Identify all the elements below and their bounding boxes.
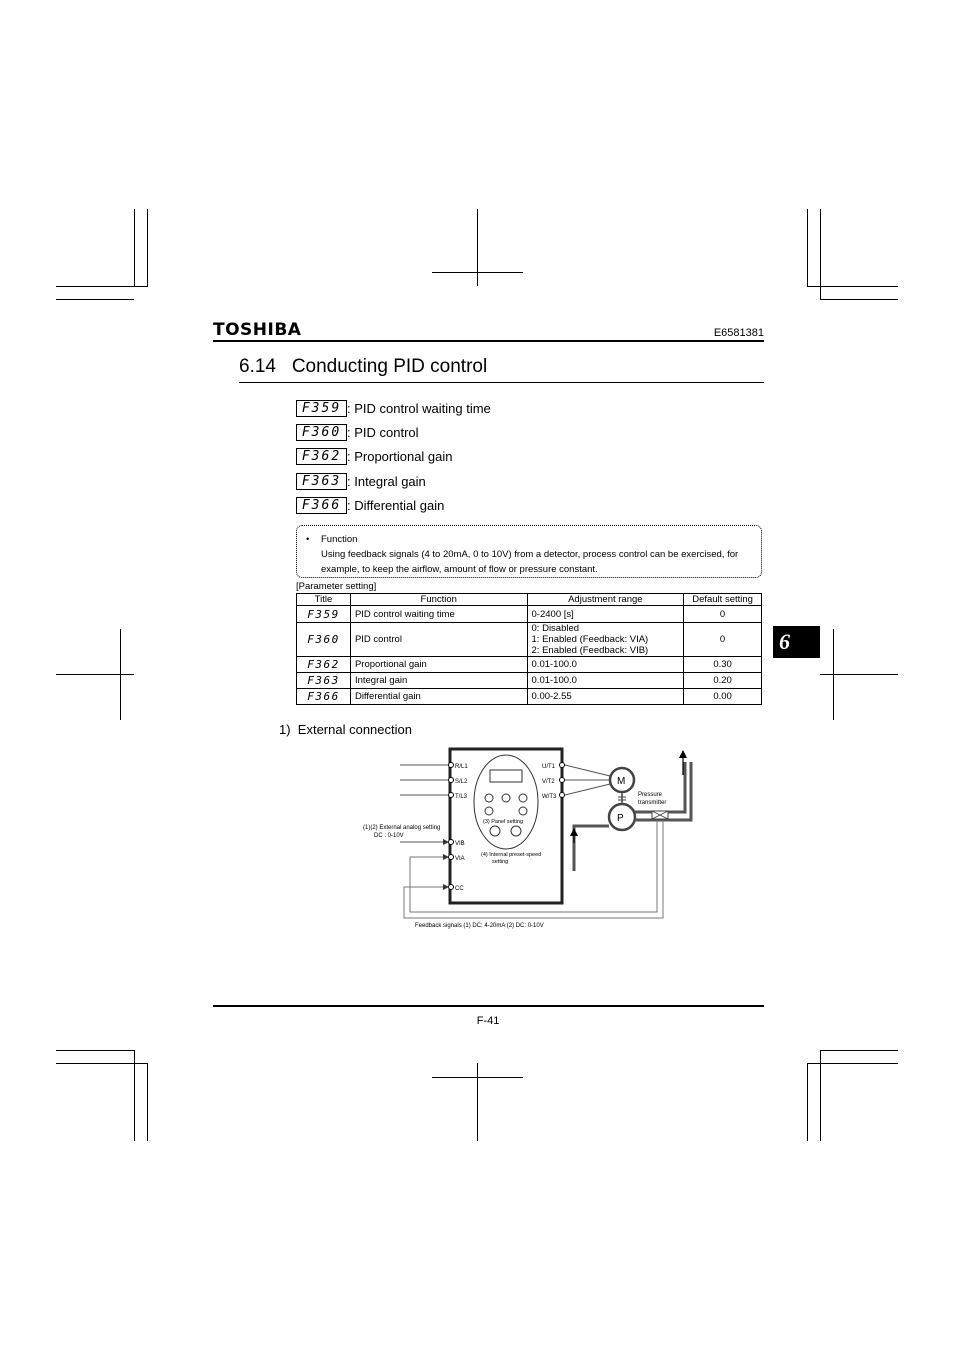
terminal-icon bbox=[449, 840, 454, 845]
column-header: Adjustment range bbox=[527, 594, 684, 606]
function-heading: Function bbox=[321, 534, 358, 545]
terminal-icon bbox=[449, 793, 454, 798]
function-cell: Differential gain bbox=[350, 689, 527, 705]
motor-wire bbox=[565, 784, 610, 795]
parameter-label: : Integral gain bbox=[347, 473, 426, 489]
terminal-label: VIA bbox=[455, 856, 465, 862]
footer-rule bbox=[213, 1005, 764, 1007]
function-cell: PID control waiting time bbox=[350, 606, 527, 623]
column-header: Title bbox=[297, 594, 351, 606]
range-cell: 0.00-2.55 bbox=[527, 689, 684, 705]
default-cell: 0.20 bbox=[684, 673, 762, 689]
panel-key bbox=[490, 826, 500, 836]
analog-setting-label: DC : 0-10V bbox=[374, 833, 404, 839]
pipe bbox=[580, 832, 609, 871]
brand-logo: TOSHIBA bbox=[213, 320, 302, 340]
parameter-label: : PID control waiting time bbox=[347, 400, 491, 416]
terminal-label: VIB bbox=[455, 841, 465, 847]
panel-key bbox=[519, 807, 527, 815]
parameter-code: F360 bbox=[296, 424, 347, 441]
terminal-label: R/L1 bbox=[455, 764, 468, 770]
panel-display bbox=[490, 770, 522, 782]
default-cell: 0.30 bbox=[684, 657, 762, 673]
motor-label: M bbox=[617, 776, 626, 787]
pipe bbox=[574, 826, 609, 871]
terminal-icon bbox=[449, 778, 454, 783]
range-cell: 0.01-100.0 bbox=[527, 673, 684, 689]
motor-wire bbox=[565, 765, 610, 776]
range-cell: 0.01-100.0 bbox=[527, 657, 684, 673]
section-title: 6.14 Conducting PID control bbox=[239, 356, 488, 377]
preset-speed-label: (4) Internal preset-speed bbox=[481, 852, 542, 858]
panel-setting-label: (3) Panel setting bbox=[483, 819, 524, 825]
panel-key bbox=[485, 807, 493, 815]
title-cell: F363 bbox=[297, 673, 351, 689]
analog-setting-label: (1)(2) External analog setting bbox=[363, 825, 441, 831]
function-text: Using feedback signals (4 to 20mA, 0 to 10V) from a detector, process control can be exercised, for example, to keep the airflow, amount of flow or pressure constant. bbox=[321, 549, 739, 575]
title-cell: F359 bbox=[297, 606, 351, 623]
terminal-icon bbox=[560, 763, 565, 768]
panel-key bbox=[485, 794, 493, 802]
panel-key bbox=[519, 794, 527, 802]
parameter-code: F366 bbox=[296, 497, 347, 514]
title-cell: F362 bbox=[297, 657, 351, 673]
external-connection-heading: 1) External connection bbox=[279, 722, 412, 737]
title-cell: F366 bbox=[297, 689, 351, 705]
parameter-code: F359 bbox=[296, 400, 347, 417]
column-header: Default setting bbox=[684, 594, 762, 606]
panel-key bbox=[502, 794, 510, 802]
panel-key bbox=[511, 826, 521, 836]
terminal-icon bbox=[449, 885, 454, 890]
terminal-label: CC bbox=[455, 886, 464, 892]
terminal-label: V/T2 bbox=[542, 779, 555, 785]
document-number: E6581381 bbox=[713, 327, 764, 339]
range-cell: 0-2400 [s] bbox=[527, 606, 684, 623]
parameter-setting-label: [Parameter setting] bbox=[296, 581, 377, 592]
chapter-tab: 6 bbox=[773, 626, 820, 658]
column-header: Function bbox=[350, 594, 527, 606]
preset-speed-label: setting bbox=[492, 859, 509, 865]
parameter-code: F363 bbox=[296, 473, 347, 490]
function-cell: Proportional gain bbox=[350, 657, 527, 673]
range-option: 2: Enabled (Feedback: VIB) bbox=[531, 645, 649, 656]
terminal-icon bbox=[560, 778, 565, 783]
pressure-transmitter-label: Pressure bbox=[638, 792, 663, 798]
default-cell: 0 bbox=[684, 606, 762, 623]
bullet: • bbox=[306, 534, 310, 545]
terminal-icon bbox=[449, 763, 454, 768]
range-option: 0: Disabled bbox=[531, 623, 580, 634]
function-cell: Integral gain bbox=[350, 673, 527, 689]
terminal-label: W/T3 bbox=[542, 794, 557, 800]
parameter-label: : Differential gain bbox=[347, 497, 445, 513]
pressure-transmitter-label: transmitter bbox=[638, 800, 667, 806]
terminal-icon bbox=[560, 793, 565, 798]
range-option: 1: Enabled (Feedback: VIA) bbox=[531, 634, 649, 645]
terminal-label: S/L2 bbox=[455, 779, 468, 785]
page-number: F-41 bbox=[476, 1015, 500, 1027]
terminal-label: T/L3 bbox=[455, 794, 468, 800]
terminal-label: U/T1 bbox=[542, 764, 556, 770]
terminal-icon bbox=[449, 855, 454, 860]
parameter-label: : Proportional gain bbox=[347, 449, 453, 465]
title-cell: F360 bbox=[297, 623, 351, 657]
function-cell: PID control bbox=[350, 623, 527, 657]
parameter-label: : PID control bbox=[347, 424, 419, 440]
pump-label: P bbox=[617, 813, 624, 824]
feedback-signals-label: Feedback signals (1) DC: 4-20mA (2) DC: 0-10V bbox=[415, 923, 544, 929]
default-cell: 0.00 bbox=[684, 689, 762, 705]
parameter-code: F362 bbox=[296, 448, 347, 465]
default-cell: 0 bbox=[684, 623, 762, 657]
